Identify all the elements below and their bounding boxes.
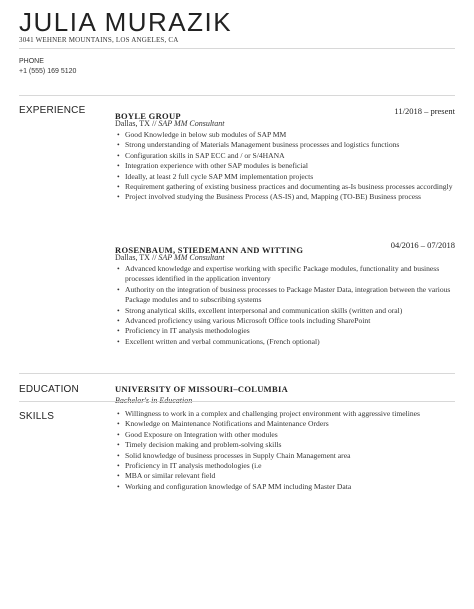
education-divider [19, 373, 455, 374]
job-entry [115, 106, 455, 203]
list-item: • Working and configuration knowledge of SAP MM including Master Data [115, 482, 455, 492]
candidate-name: JULIA MURAZIK [19, 7, 233, 37]
list-item: • Willingness to work in a complex and challenging project environment with aggressive timelines [115, 409, 455, 419]
skills-heading: SKILLS [19, 411, 55, 422]
job-separator: // [151, 119, 157, 128]
address: 3041 WEHNER MOUNTAINS, LOS ANGELES, CA [19, 36, 179, 44]
experience-heading: EXPERIENCE [19, 105, 86, 116]
list-item: • Requirement gathering of existing business practices and documenting as-Is business processes accordingly [115, 182, 455, 192]
list-item: • Good Exposure on Integration with other modules [115, 430, 455, 440]
employer-name: BOYLE GROUP [115, 111, 181, 121]
list-item: • MBA or similar relevant field [115, 471, 455, 481]
list-item: • Proficiency in IT analysis methodologies (i.e [115, 461, 455, 471]
list-item: • Configuration skills in SAP ECC and / or S/4HANA [115, 151, 455, 161]
list-item: • Good Knowledge in below sub modules of SAP MM [115, 130, 455, 140]
list-item: • Knowledge on Maintenance Notifications and Maintenance Orders [115, 419, 455, 429]
list-item: • Authority on the integration of business processes to Package Master Data, integration between the various Package modules and to subscribing systems [115, 285, 455, 306]
job-separator: // [151, 253, 157, 262]
degree: Bachelor's in Education [115, 396, 193, 405]
phone-label: PHONE [19, 58, 44, 65]
list-item: • Strong understanding of Materials Management business processes and logistics functions [115, 140, 455, 150]
list-item: • Ideally, at least 2 full cycle SAP MM implementation projects [115, 172, 455, 182]
employer-name: ROSENBAUM, STIEDEMANN AND WITTING [115, 245, 304, 255]
list-item: • Integration experience with other SAP modules is beneficial [115, 161, 455, 171]
school-name: UNIVERSITY OF MISSOURI–COLUMBIA [115, 384, 289, 394]
job-location: Dallas, TX [115, 119, 150, 128]
education-heading: EDUCATION [19, 384, 79, 395]
list-item: • Strong analytical skills, excellent interpersonal and communication skills (written and oral) [115, 306, 455, 316]
skills-divider [19, 401, 455, 402]
experience-section [115, 106, 455, 203]
list-item: • Proficiency in IT analysis methodologies [115, 326, 455, 336]
job-bullets [115, 264, 455, 347]
job-entry [115, 240, 455, 347]
phone-number: +1 (555) 169 5120 [19, 68, 77, 75]
skills-list [115, 409, 455, 492]
header-divider [19, 48, 455, 49]
job-dates: 04/2016 – 07/2018 [390, 240, 455, 250]
list-item: • Excellent written and verbal communications, (French optional) [115, 337, 455, 347]
job-location: Dallas, TX [115, 253, 150, 262]
list-item: • Advanced knowledge and expertise working with specific Package modules, functionality and business processes identified in the application inventory [115, 264, 455, 285]
job-dates: 11/2018 – present [394, 106, 455, 116]
list-item: • Solid knowledge of business processes in Supply Chain Management area [115, 451, 455, 461]
experience-section-2 [115, 240, 455, 347]
experience-divider [19, 95, 455, 96]
skills-section [115, 409, 455, 492]
job-bullets [115, 130, 455, 203]
list-item: • Advanced proficiency using various Microsoft Office tools including SharePoint [115, 316, 455, 326]
list-item: • Timely decision making and problem-solving skills [115, 440, 455, 450]
job-title: SAP MM Consultant [158, 253, 225, 262]
list-item: • Project involved studying the Business Process (AS-IS) and, Mapping (TO-BE) Business process [115, 192, 455, 202]
job-title: SAP MM Consultant [158, 119, 225, 128]
